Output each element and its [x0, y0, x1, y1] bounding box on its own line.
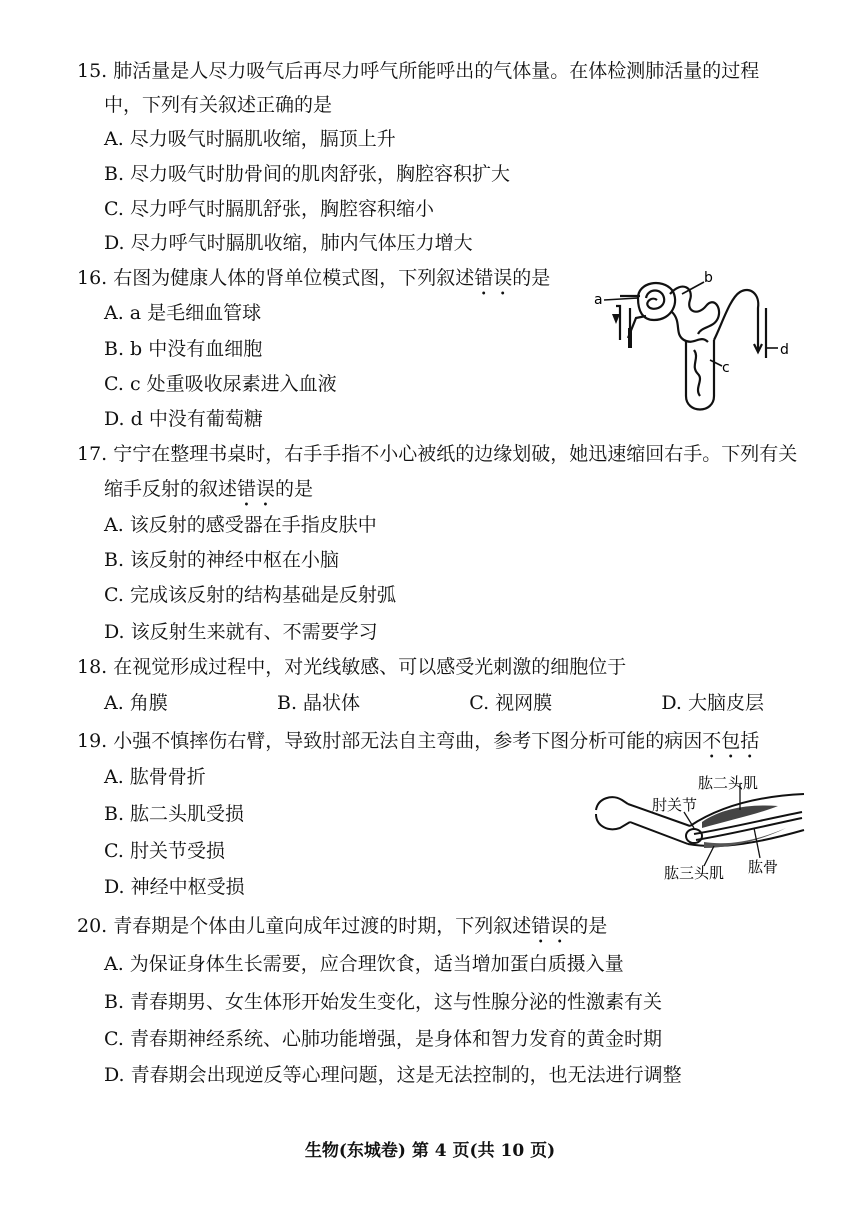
q16-option-b: B. b 中没有血细胞: [104, 338, 263, 360]
arm-label-triceps: 肱三头肌: [664, 864, 725, 882]
q16-stem-end: 的是: [512, 267, 551, 289]
q19-option-c: C. 肘关节受损: [104, 840, 225, 862]
q17-option-b: B. 该反射的神经中枢在小脑: [104, 549, 340, 571]
q15-option-d: D. 尽力呼气时膈肌收缩，肺内气体压力增大: [104, 232, 473, 254]
q15-option-b: B. 尽力吸气时肋骨间的肌肉舒张，胸腔容积扩大: [104, 163, 511, 185]
q18-option-d: D. 大脑皮层: [661, 692, 764, 714]
q15-option-a: A. 尽力吸气时膈肌收缩，膈顶上升: [104, 128, 396, 150]
q17-stem-emphasis: 错误: [237, 478, 276, 500]
q16-stem-text: 16. 右图为健康人体的肾单位模式图，下列叙述: [77, 267, 475, 289]
q19-stem-emphasis: 不包括: [702, 730, 760, 752]
q15-stem-line1: 15. 肺活量是人尽力吸气后再尽力呼气所能呼出的气体量。在体检测肺活量的过程: [77, 60, 760, 82]
q17-option-d: D. 该反射生来就有、不需要学习: [104, 621, 378, 643]
q20-option-a: A. 为保证身体生长需要，应合理饮食，适当增加蛋白质摄入量: [104, 953, 624, 975]
nephron-label-a: a: [594, 292, 603, 308]
q17-stem-end: 的是: [275, 478, 314, 500]
q20-option-d: D. 青春期会出现逆反等心理问题，这是无法控制的，也无法进行调整: [104, 1064, 682, 1086]
q16-option-c: C. c 处重吸收尿素进入血液: [104, 373, 337, 395]
q20-stem-emphasis: 错误: [531, 915, 570, 937]
q20-option-b: B. 青春期男、女生体形开始发生变化，这与性腺分泌的性激素有关: [104, 991, 663, 1013]
arm-label-humerus: 肱骨: [748, 858, 779, 876]
q17-option-a: A. 该反射的感受器在手指皮肤中: [104, 514, 377, 536]
q18-option-b: B. 晶状体: [276, 692, 361, 714]
q16-option-a: A. a 是毛细血管球: [104, 302, 262, 324]
q19-option-b: B. 肱二头肌受损: [104, 803, 245, 825]
q18-option-c: C. 视网膜: [469, 692, 553, 714]
arm-label-biceps: 肱二头肌: [698, 774, 759, 792]
q16-option-d: D. d 中没有葡萄糖: [104, 408, 263, 430]
page-footer: 生物(东城卷) 第 4 页(共 10 页): [304, 1141, 556, 1161]
nephron-diagram: [590, 268, 800, 418]
q17-stem-line1: 17. 宁宁在整理书桌时，右手手指不小心被纸的边缘划破，她迅速缩回右手。下列有关: [77, 443, 798, 465]
q18-option-a: A. 角膜: [104, 692, 168, 714]
q18-stem: 18. 在视觉形成过程中，对光线敏感、可以感受光刺激的细胞位于: [77, 656, 627, 678]
q17-stem-line2: [104, 476, 313, 511]
arm-muscle-diagram: [590, 770, 810, 888]
arm-label-elbow: 肘关节: [652, 796, 698, 814]
q17-option-c: C. 完成该反射的结构基础是反射弧: [104, 584, 396, 606]
q16-stem: [77, 265, 550, 300]
q19-stem: [77, 728, 759, 763]
q19-stem-text: 19. 小强不慎摔伤右臂，导致肘部无法自主弯曲，参考下图分析可能的病因: [77, 730, 703, 752]
q16-stem-emphasis: 错误: [474, 267, 513, 289]
q18-options: [104, 690, 764, 716]
nephron-label-d: d: [780, 342, 789, 358]
q15-option-c: C. 尽力呼气时膈肌舒张，胸腔容积缩小: [104, 198, 434, 220]
nephron-label-b: b: [704, 270, 713, 286]
nephron-label-c: c: [722, 360, 730, 376]
q17-stem-text: 缩手反射的叙述: [104, 478, 238, 500]
q19-option-a: A. 肱骨骨折: [104, 766, 206, 788]
q19-option-d: D. 神经中枢受损: [104, 876, 245, 898]
q20-stem-end: 的是: [569, 915, 608, 937]
q15-stem-line2: 中，下列有关叙述正确的是: [104, 94, 333, 116]
q20-option-c: C. 青春期神经系统、心肺功能增强，是身体和智力发育的黄金时期: [104, 1028, 662, 1050]
q20-stem-text: 20. 青春期是个体由儿童向成年过渡的时期，下列叙述: [77, 915, 532, 937]
q20-stem: [77, 913, 607, 948]
